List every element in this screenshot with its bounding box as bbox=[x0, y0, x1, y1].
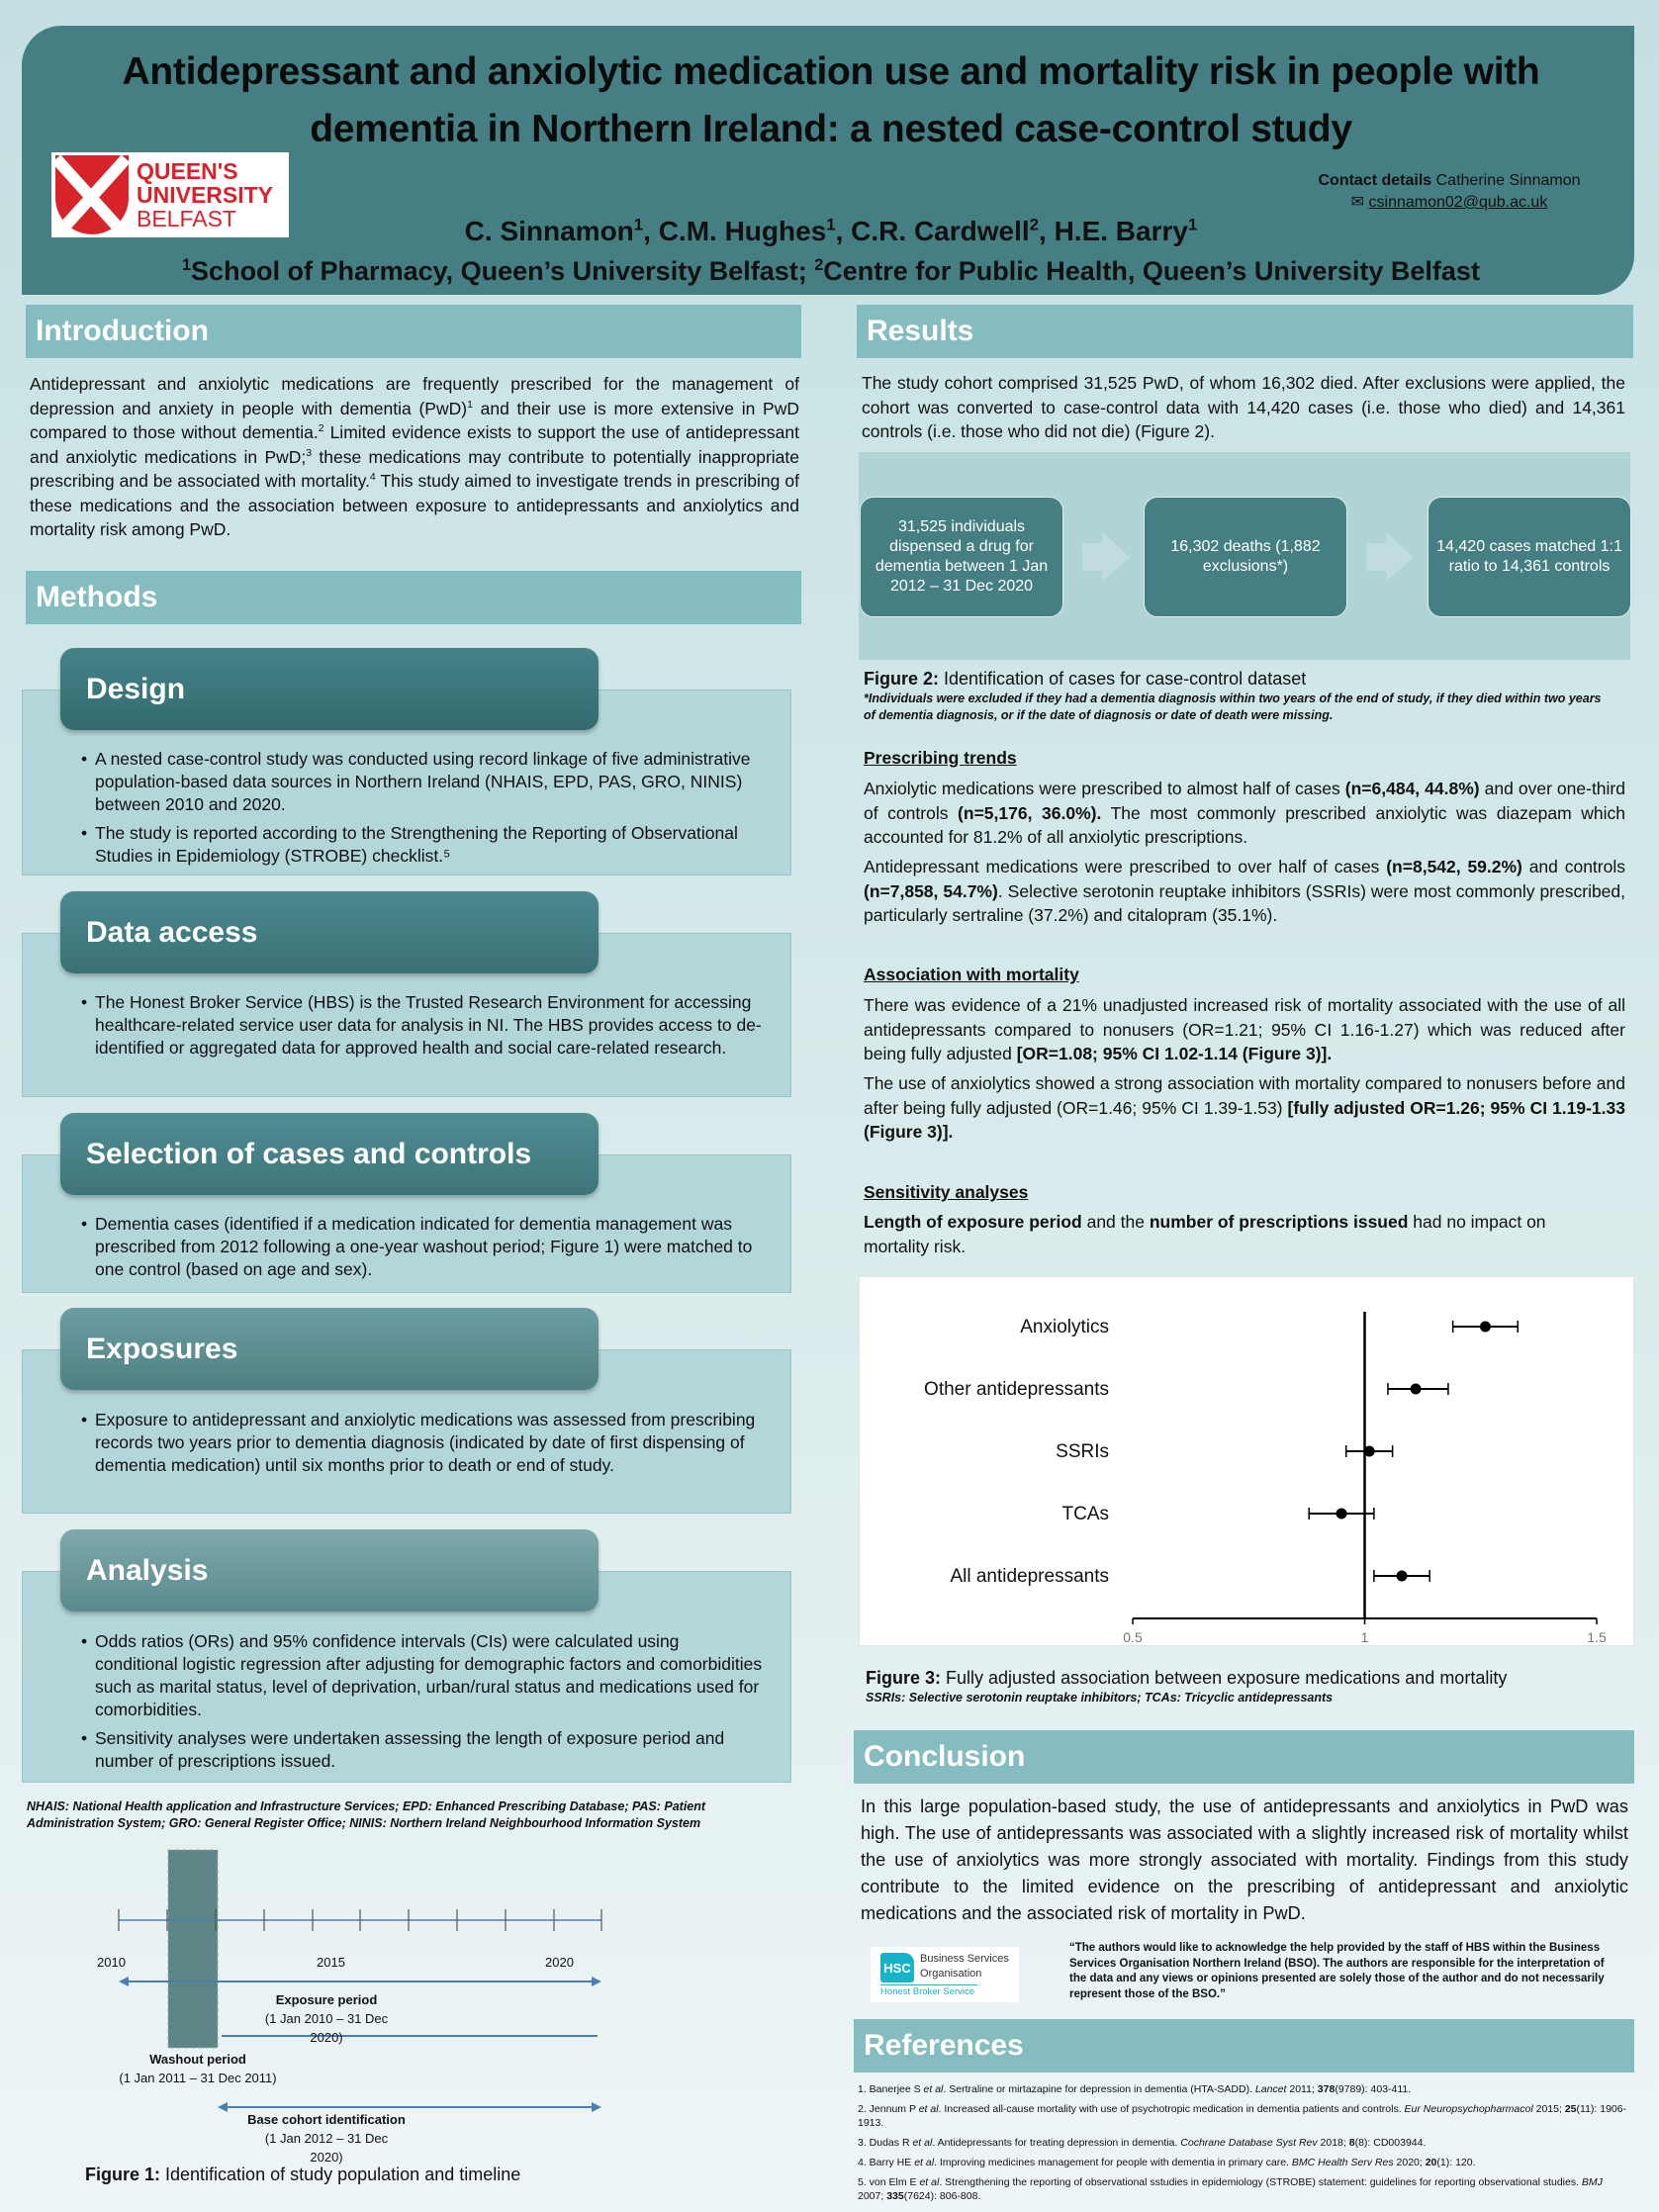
mortality-title: Association with mortality bbox=[864, 965, 1079, 984]
qub-logo-line: UNIVERSITY bbox=[137, 182, 274, 208]
hsc-sub-label: Honest Broker Service bbox=[880, 1986, 975, 1997]
bullet-item: • A nested case-control study was conducted using record linkage of five administrative population-based data sources in Northern Ireland (NHAIS, EPD, PAS, GRO, NINIS) between 2010 and 2020. bbox=[81, 748, 764, 816]
analysis-bullets bbox=[81, 1630, 764, 1779]
exposures-bullets bbox=[81, 1409, 764, 1483]
methods-heading: Methods bbox=[26, 571, 801, 624]
svg-text:Other antidepressants: Other antidepressants bbox=[924, 1379, 1109, 1400]
affil-text: Centre for Public Health, Queen’s University Belfast bbox=[823, 256, 1480, 286]
svg-text:All antidepressants: All antidepressants bbox=[950, 1566, 1109, 1587]
design-bullets bbox=[81, 748, 764, 874]
svg-text:Anxiolytics: Anxiolytics bbox=[1020, 1317, 1109, 1337]
arrow-right-icon bbox=[1366, 532, 1414, 582]
references-heading: References bbox=[854, 2019, 1634, 2073]
bullet-item: • Exposure to antidepressant and anxiolytic medications was assessed from prescribing records two years prior to dementia diagnosis (indicated by date of first dispensing of dementia medication) until six months prior to death or end of study. bbox=[81, 1409, 764, 1477]
year-2010: 2010 bbox=[97, 1955, 126, 1970]
acknowledgement: “The authors would like to acknowledge the help provided by the staff of HBS within the Business Services Organisation Northern Ireland (BSO). The authors are responsible for the interpretation of the data and any views or opinions presented are solely those of the author and do not necessarily represent those of the BSO.” bbox=[1069, 1942, 1605, 2000]
selection-bullets bbox=[81, 1213, 764, 1287]
contact-email-link[interactable]: csinnamon02@qub.ac.uk bbox=[1368, 194, 1548, 211]
bullet-item: • The study is reported according to the Strengthening the Reporting of Observational Studies in Epidemiology (STROBE) checklist.⁵ bbox=[81, 822, 764, 868]
affil-num: 2 bbox=[814, 256, 824, 274]
hsc-org-name: Business Services Organisation bbox=[920, 1953, 1009, 1980]
exposures-heading: Exposures bbox=[60, 1308, 599, 1390]
year-2020: 2020 bbox=[545, 1955, 574, 1970]
figure2-note: *Individuals were excluded if they had a dementia diagnosis within two years of the end of study, if they died within two years of dementia diagnosis, or if the date of diagnosis or date of death were missing. bbox=[864, 691, 1602, 722]
flow-step-3: 14,420 cases matched 1:1 ratio to 14,361 controls bbox=[1428, 497, 1631, 617]
design-heading: Design bbox=[60, 648, 599, 730]
svg-text:TCAs: TCAs bbox=[1061, 1504, 1109, 1524]
contact-name: Catherine Sinnamon bbox=[1435, 172, 1581, 189]
contact-label: Contact details bbox=[1318, 172, 1432, 189]
hsc-bso-logo bbox=[871, 1947, 1019, 2002]
abbreviation-note: NHAIS: National Health application and Infrastructure Services; EPD: Enhanced Prescribing Database; PAS: Patient Administration System; GRO: General Register Office; NINIS: Northern Ireland Neighbourhood Information System bbox=[27, 1799, 706, 1830]
exposure-period-label: Exposure period (1 Jan 2010 – 31 Dec 2020) bbox=[264, 1992, 389, 2045]
flow-step-2: 16,302 deaths (1,882 exclusions*) bbox=[1144, 497, 1347, 617]
washout-bar bbox=[168, 1850, 218, 2048]
qub-logo-line: QUEEN'S bbox=[137, 158, 238, 184]
introduction-text: Antidepressant and anxiolytic medications are frequently prescribed for the management of depression and anxiety in people with dementia (PwD)$^1$ and their use is more extensive in PwD compared to those without dementia.$^2$ Limited evidence exists to support the use of antidepressant and anxiolytic medications in PwD;$^3$ these medications may contribute to potentially inappropriate prescribing and be associated with mortality.$^4$ This study aimed to investigate trends in prescribing of these medications and the association between exposure to antidepressants and anxiolytics and mortality risk among PwD. bbox=[30, 374, 799, 539]
bullet-item: • Sensitivity analyses were undertaken assessing the length of exposure period and number of prescriptions issued. bbox=[81, 1727, 764, 1773]
data-access-heading: Data access bbox=[60, 891, 599, 973]
mortality-para-1: There was evidence of a 21% unadjusted increased risk of mortality associated with the use of all antidepressants compared to nonusers (OR=1.21; 95% CI 1.16-1.27) which was reduced after being fully adjusted [OR=1.08; 95% CI 1.02-1.14 (Figure 3)]. bbox=[864, 995, 1625, 1063]
author: C.M. Hughes bbox=[658, 216, 827, 246]
author-affil: 1 bbox=[633, 215, 644, 234]
bullet-item: • The Honest Broker Service (HBS) is the Trusted Research Environment for accessing healthcare-related service user data for analysis in NI. The HBS provides access to de-identified or aggregated data for approved health and social care-related research. bbox=[81, 991, 764, 1060]
results-heading: Results bbox=[857, 305, 1633, 358]
sensitivity-text: Length of exposure period and the number of prescriptions issued had no impact on mortality risk. bbox=[864, 1212, 1546, 1256]
results-intro: The study cohort comprised 31,525 PwD, of whom 16,302 died. After exclusions were applied, the cohort was converted to case-control data with 14,420 cases (i.e. those who died) and 14,361 controls (i.e. those who did not die) (Figure 2). bbox=[862, 373, 1625, 441]
analysis-heading: Analysis bbox=[60, 1529, 599, 1612]
bullet-item: • Odds ratios (ORs) and 95% confidence intervals (CIs) were calculated using conditional logistic regression after adjusting for demographic factors and comorbidities such as marital status, level of deprivation, urban/rural status and medications used for comorbidities. bbox=[81, 1630, 764, 1721]
washout-period-label: Washout period (1 Jan 2011 – 31 Dec 2011) bbox=[119, 2052, 277, 2085]
figure3-forest-plot bbox=[859, 1276, 1634, 1646]
author: C.R. Cardwell bbox=[851, 216, 1030, 246]
contact-details bbox=[1286, 170, 1613, 214]
selection-heading: Selection of cases and controls bbox=[60, 1113, 599, 1195]
affil-num: 1 bbox=[182, 256, 192, 274]
reference-item: 1. Banerjee S et al. Sertraline or mirtazapine for depression in dementia (HTA-SADD). Lancet 2011; 378(9789): 403-411. bbox=[858, 2083, 1412, 2095]
year-2015: 2015 bbox=[317, 1955, 345, 1970]
reference-item: 2. Jennum P et al. Increased all-cause mortality with use of psychotropic medication in dementia patients and controls. Eur Neuropsychopharmacol 2015; 25(11): 1906-1913. bbox=[858, 2103, 1627, 2129]
figure1-caption: Figure 1: Identification of study population and timeline bbox=[85, 2165, 521, 2184]
flow-step-1: 31,525 individuals dispensed a drug for dementia between 1 Jan 2012 – 31 Dec 2020 bbox=[860, 497, 1063, 617]
svg-text:SSRIs: SSRIs bbox=[1056, 1441, 1109, 1462]
affiliations bbox=[40, 253, 1622, 289]
conclusion-text: In this large population-based study, the use of antidepressants and anxiolytics in PwD was high. The use of antidepressants was associated with a slightly increased risk of mortality whilst the use of anxiolytics was more strongly associated with mortality. Findings from this study contribute to the limited evidence on the prescribing of antidepressant and anxiolytic medications and the associated risk of mortality in PwD. bbox=[861, 1797, 1628, 1923]
author-affil: 1 bbox=[1187, 215, 1198, 234]
hsc-badge: HSC bbox=[880, 1953, 914, 1982]
data-access-bullets bbox=[81, 991, 764, 1065]
reference-item: 3. Dudas R et al. Antidepressants for treating depression in dementia. Cochrane Database Syst Rev 2018; 8(8): CD003944. bbox=[858, 2137, 1427, 2149]
mortality-para-2: The use of anxiolytics showed a strong association with mortality compared to nonusers before and after being fully adjusted (OR=1.46; 95% CI 1.39-1.53) [fully adjusted OR=1.26; 95% CI 1.19-1.33 (Figure 3)]. bbox=[864, 1073, 1625, 1142]
author-affil: 1 bbox=[826, 215, 836, 234]
reference-list bbox=[858, 2082, 1629, 2209]
poster-title: Antidepressant and anxiolytic medication use and mortality risk in people with dementia in Northern Ireland: a nested case-control study bbox=[122, 50, 1540, 150]
svg-text:1: 1 bbox=[1360, 1629, 1369, 1645]
author-affil: 2 bbox=[1029, 215, 1039, 234]
figure3-note: SSRIs: Selective serotonin reuptake inhibitors; TCAs: Tricyclic antidepressants bbox=[866, 1691, 1334, 1705]
sensitivity-title: Sensitivity analyses bbox=[864, 1182, 1029, 1202]
qub-logo-line: BELFAST bbox=[137, 206, 236, 231]
introduction-heading: Introduction bbox=[26, 305, 801, 358]
prescribing-para-1: Anxiolytic medications were prescribed to almost half of cases (n=6,484, 44.8%) and over one-third of controls (n=5,176, 36.0%). The most commonly prescribed anxiolytic was diazepam which accounted for 81.2% of all anxiolytic prescriptions. bbox=[864, 779, 1625, 847]
bullet-item: • Dementia cases (identified if a medication indicated for dementia management was prescribed from 2012 following a one-year washout period; Figure 1) were matched to one control (based on age and sex). bbox=[81, 1213, 764, 1281]
svg-text:1.5: 1.5 bbox=[1587, 1629, 1607, 1645]
prescribing-para-2: Antidepressant medications were prescribed to over half of cases (n=8,542, 59.2%) and controls (n=7,858, 54.7%). Selective serotonin reuptake inhibitors (SSRIs) were most commonly prescribed, particularly sertraline (37.2%) and citalopram (35.1%). bbox=[864, 857, 1626, 925]
author: C. Sinnamon bbox=[464, 216, 634, 246]
author-list: C. Sinnamon$^1$, C.M. Hughes$^1$, C.R. Cardwell$^2$, H.E. Barry$^1$ bbox=[464, 215, 1198, 246]
arrow-right-icon bbox=[1082, 532, 1130, 582]
prescribing-trends-title: Prescribing trends bbox=[864, 748, 1017, 768]
base-cohort-label: Base cohort identification (1 Jan 2012 – 31 Dec 2020) bbox=[247, 2112, 406, 2165]
figure2-caption: Figure 2: Identification of cases for case-control dataset bbox=[864, 669, 1307, 689]
reference-item: 5. von Elm E et al. Strengthening the reporting of observational sstudies in epidemiology (STROBE) statement: guidelines for reporting observational studies. BMJ 2007; 335(7624): 806-808. bbox=[858, 2176, 1603, 2202]
svg-text:0.5: 0.5 bbox=[1123, 1629, 1143, 1645]
forest-plot-svg bbox=[860, 1277, 1635, 1647]
figure3-caption: Figure 3: Fully adjusted association between exposure medications and mortality bbox=[866, 1668, 1508, 1688]
envelope-icon: ✉ bbox=[1350, 194, 1365, 211]
author: H.E. Barry bbox=[1054, 216, 1188, 246]
conclusion-heading: Conclusion bbox=[854, 1730, 1634, 1784]
affil-text: School of Pharmacy, Queen’s University Belfast; bbox=[191, 256, 815, 286]
reference-item: 4. Barry HE et al. Improving medicines management for people with dementia in primary care. BMC Health Serv Res 2020; 20(1): 120. bbox=[858, 2157, 1476, 2168]
